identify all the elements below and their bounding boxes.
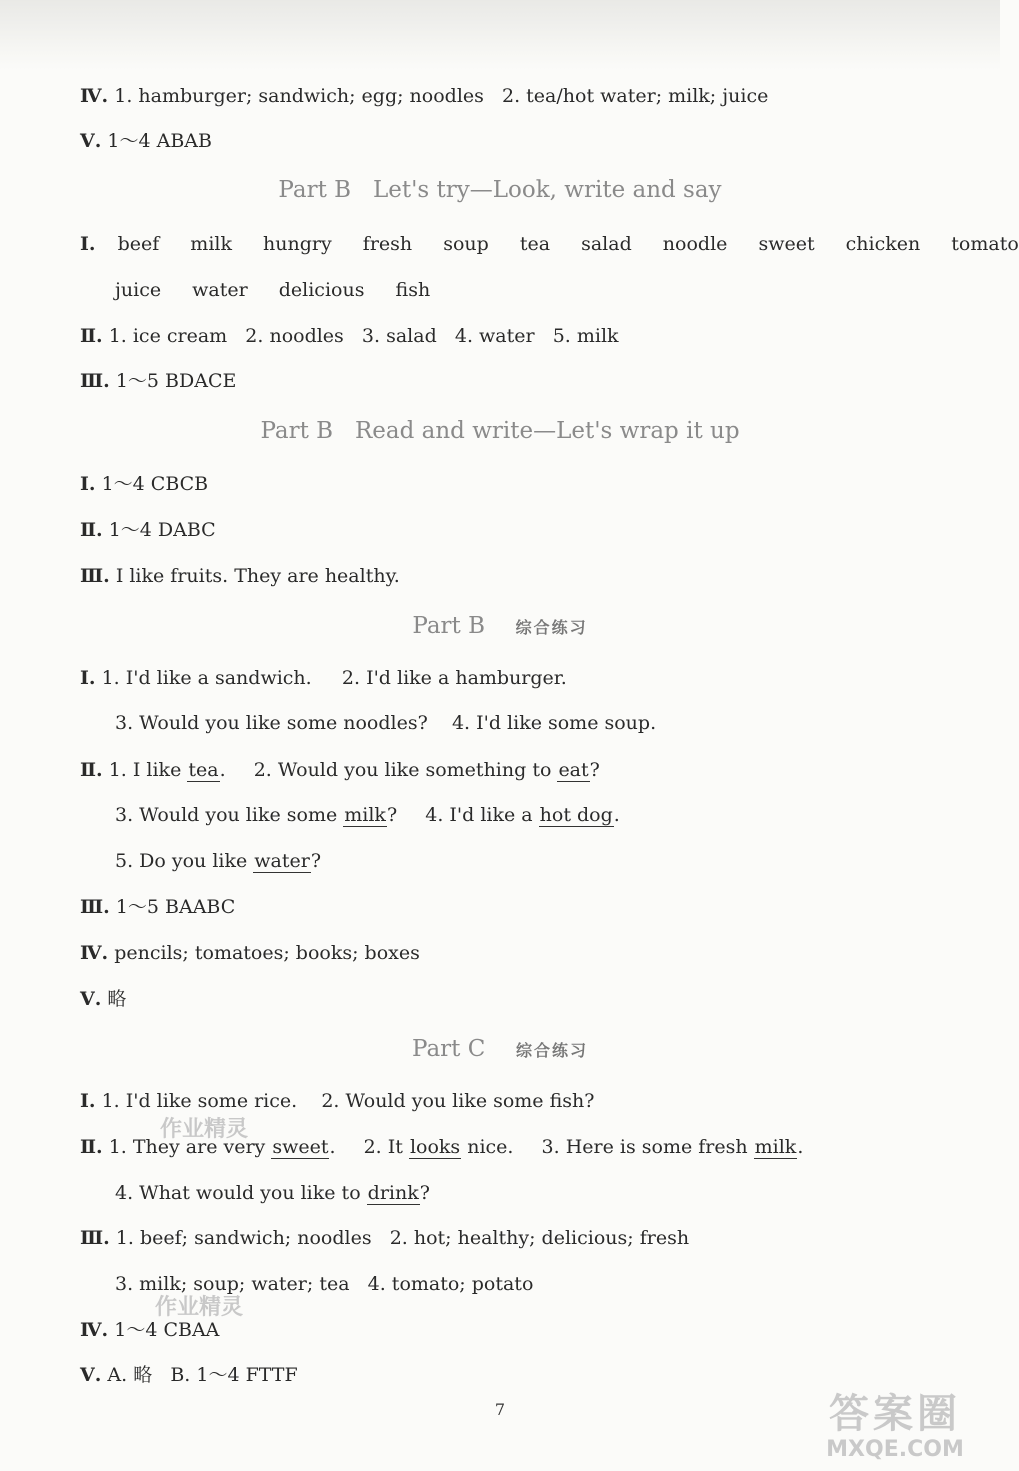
answer-line: Ⅳ. 1～4 CBAA xyxy=(80,1319,220,1341)
answer-line: 3. Would you like some milk? 4. I'd like a hot dog. xyxy=(115,804,620,826)
answer-line: Ⅰ. 1. I'd like a sandwich. 2. I'd like a hamburger. xyxy=(80,667,567,689)
answer-line: 5. Do you like water? xyxy=(115,850,322,872)
answer-line: 4. What would you like to drink? xyxy=(115,1182,430,1204)
watermark-stamp: 作业精灵 xyxy=(155,1295,244,1320)
scan-top-shading xyxy=(0,0,1000,70)
watermark-stamp: 作业精灵 xyxy=(160,1117,249,1142)
answer-line: Ⅰ. beef milk hungry fresh soup tea salad noodle sweet chicken tomato xyxy=(80,233,1019,255)
watermark-logo: 答案圈 MXQE.COM xyxy=(826,1391,964,1462)
section-heading: Part B Let's try—Look, write and say xyxy=(278,177,722,203)
answer-line: Ⅰ. 1. I'd like some rice. 2. Would you like some fish? xyxy=(80,1090,595,1112)
section-heading: Part C 综合练习 xyxy=(412,1036,588,1062)
answer-line: Ⅲ. 1～5 BDACE xyxy=(80,370,237,392)
answer-line: Ⅲ. 1～5 BAABC xyxy=(80,896,236,918)
answer-line: juice water delicious fish xyxy=(115,279,431,301)
section-heading: Part B 综合练习 xyxy=(412,613,588,639)
answer-line: 3. milk; soup; water; tea 4. tomato; potato xyxy=(115,1273,534,1295)
answer-line: Ⅱ. 1. I like tea. 2. Would you like something to eat? xyxy=(80,759,600,781)
section-heading: Part B Read and write—Let's wrap it up xyxy=(260,418,740,444)
answer-line: Ⅲ. 1. beef; sandwich; noodles 2. hot; healthy; delicious; fresh xyxy=(80,1227,690,1249)
answer-line: Ⅴ. A. 略 B. 1～4 FTTF xyxy=(80,1364,298,1386)
answer-line: Ⅳ. pencils; tomatoes; books; boxes xyxy=(80,942,420,964)
answer-line: Ⅱ. 1. ice cream 2. noodles 3. salad 4. water 5. milk xyxy=(80,325,619,347)
answer-line: Ⅴ. 1～4 ABAB xyxy=(80,130,212,152)
answer-line: Ⅱ. 1. They are very sweet. 2. It looks nice. 3. Here is some fresh milk. xyxy=(80,1136,804,1158)
answer-line: Ⅳ. 1. hamburger; sandwich; egg; noodles 2. tea/hot water; milk; juice xyxy=(80,85,769,107)
answer-line: Ⅰ. 1～4 CBCB xyxy=(80,473,209,495)
answer-line: Ⅴ. 略 xyxy=(80,988,127,1010)
answer-line: 3. Would you like some noodles? 4. I'd like some soup. xyxy=(115,712,657,734)
page-number: 7 xyxy=(494,1400,506,1419)
answer-line: Ⅱ. 1～4 DABC xyxy=(80,519,216,541)
answer-line: Ⅲ. I like fruits. They are healthy. xyxy=(80,565,400,587)
